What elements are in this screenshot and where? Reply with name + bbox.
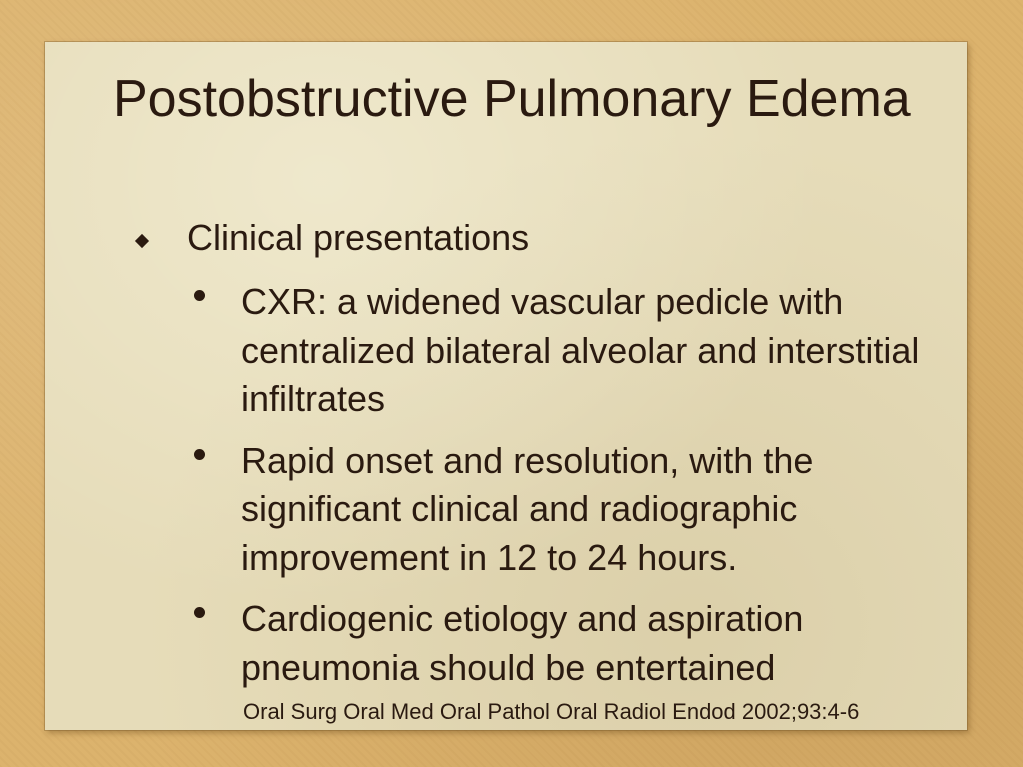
bullet-list xyxy=(190,278,930,705)
bullet-dot-icon xyxy=(194,290,205,301)
list-item xyxy=(190,595,930,692)
bullet-text: Cardiogenic etiology and aspiration pneumonia should be entertained xyxy=(241,598,804,688)
bullet-text: CXR: a widened vascular pedicle with centralized bilateral alveolar and interstitial infiltrates xyxy=(241,281,920,419)
bullet-dot-icon xyxy=(194,607,205,618)
bullet-text: Rapid onset and resolution, with the significant clinical and radiographic improvement in 12 to 24 hours. xyxy=(241,439,814,578)
list-item xyxy=(190,437,930,583)
section-heading: Clinical presentations xyxy=(187,217,530,258)
list-item xyxy=(190,278,930,424)
bullet-dot-icon xyxy=(194,449,205,460)
slide-title: Postobstructive Pulmonary Edema xyxy=(113,70,911,128)
citation: Oral Surg Oral Med Oral Pathol Oral Radiol Endod 2002;93:4-6 xyxy=(243,699,860,724)
